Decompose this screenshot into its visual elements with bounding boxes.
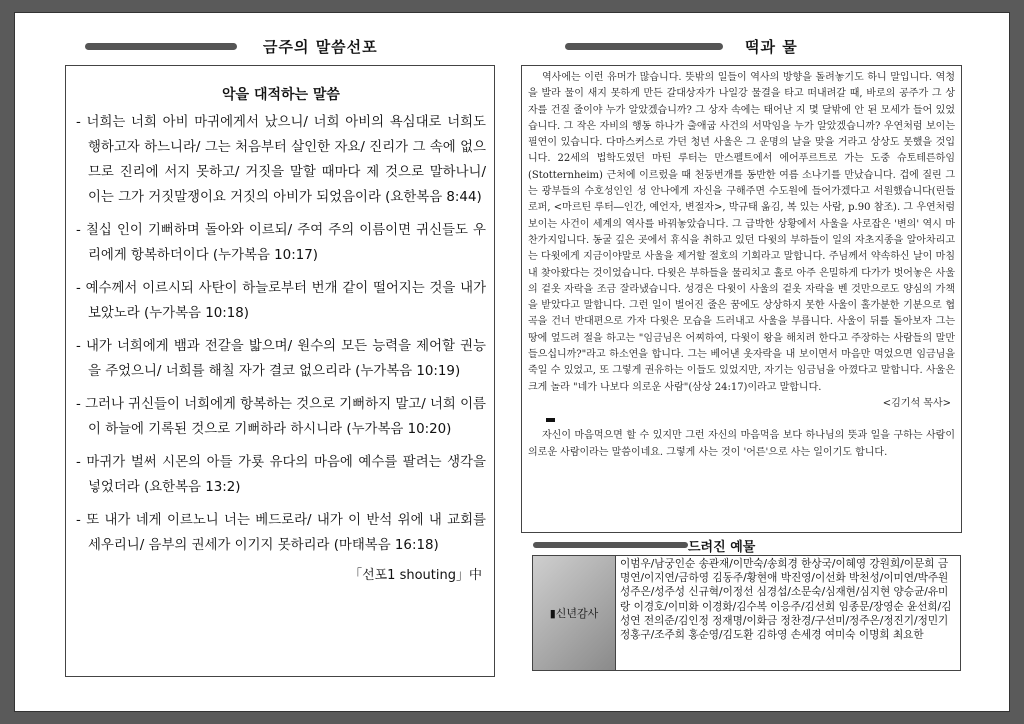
offering-names: 이범우/남궁인순 송관재/이만숙/송희경 한상국/이혜영 강원희/이문희 금명연/이지연/금하영 김동주/황현애 박진영/이선화 박천성/이미연/박주원 성주은/성주성 신규혁/이정선 심경섭/소문숙/심재현/심지현 양승균/유미랑 이경호/이미화 이경화/김수복 이응주/김선희 임종문/장영순 윤선희/김성연 전의준/김인정 정재명/이화금 정찬경/구선미/정주은/정진기/정민기 정홍구/조주희 홍순영/김도환 김하영 손세경 여미숙 이명희 최요한: [620, 558, 952, 642]
right-title-text: 떡과 물: [745, 37, 798, 56]
verse-item: - 내가 너희에게 뱀과 전갈을 밟으며/ 원수의 모든 능력을 제어할 권능을 주었으니/ 너희를 해칠 자가 결코 없으리라 (누가복음 10:19): [76, 339, 486, 379]
right-section-title: [565, 35, 798, 57]
essay-signature: <김기석 목사>: [882, 397, 951, 409]
title-bar: [565, 43, 723, 50]
essay-comment: 자신이 마음먹으면 할 수 있지만 그런 자신의 마음먹음 보다 하나님의 뜻과 일을 구하는 사람이 의로운 사람이라는 말씀이네요. 그렇게 사는 것이 '어른'으로 사는 일이기도 합니다.: [528, 430, 955, 458]
verse-item: - 칠십 인이 기뻐하며 돌아와 이르되/ 주여 주의 이름이면 귀신들도 우리에게 항복하더이다 (누가복음 10:17): [76, 223, 486, 263]
left-section-title: [85, 35, 378, 57]
verse-item: - 마귀가 벌써 시몬의 아들 가룟 유다의 마음에 예수를 팔려는 생각을 넣었더라 (요한복음 13:2): [76, 455, 486, 495]
verse-item: - 너희는 너희 아비 마귀에게서 났으니/ 너희 아비의 욕심대로 너희도 행하고자 하느니라/ 그는 처음부터 살인한 자요/ 진리가 그 속에 없으므로 진리에 서지 못하고/ 거짓을 말할 때마다 제 것으로 말하나니/ 이는 그가 거짓말쟁이요 거짓의 아비가 되었음이라 (요한복음 8:44): [76, 115, 486, 205]
essay-box: [521, 65, 962, 533]
divider-mark: [546, 418, 555, 422]
left-title-text: 금주의 말씀선포: [263, 37, 378, 56]
sermon-verses-box: [65, 65, 495, 677]
verse-item: - 또 내가 네게 이르노니 너는 베드로라/ 내가 이 반석 위에 내 교회를 세우리니/ 음부의 권세가 이기지 못하리라 (마태복음 16:18): [76, 513, 486, 553]
bulletin-page: [14, 12, 1010, 712]
sermon-heading: 악을 대적하는 말씀: [222, 87, 340, 103]
sermon-source: 「선포1 shouting」中: [349, 568, 482, 583]
offering-category-label: ▮신년감사: [533, 556, 616, 670]
offering-title: [533, 537, 755, 553]
title-bar: [533, 542, 688, 548]
offering-table: [532, 555, 961, 671]
title-bar: [85, 43, 237, 50]
offering-title-text: 드려진 예물: [688, 539, 756, 555]
verse-item: - 그러나 귀신들이 너희에게 항복하는 것으로 기뻐하지 말고/ 너희 이름이 하늘에 기록된 것으로 기뻐하라 하시니라 (누가복음 10:20): [76, 397, 486, 437]
essay-paragraph: 역사에는 이런 유머가 많습니다. 뜻밖의 일들이 역사의 방향을 돌려놓기도 하니 말입니다. 역청을 발라 물이 새지 못하게 만든 갈대상자가 나일강 물결을 타고 떠내려갈 때, 바로의 공주가 그 상자를 건질 줄이야 누가 알았겠습니까? 그 상자 속에는 태어난 지 몇 달밖에 안 된 모세가 들어 있었습니다. 그 작은 자비의 행동 하나가 출애굽 사건의 서막임을 누가 알았겠습니까? 우연처럼 보이는 필연이 있습니다. 다마스커스로 가던 청년 사울은 그 운명의 날을 맞을 거라고 상상도 못했을 것입니다. 22세의 법학도였던 마틴 루터는 만스펠트에서 에어푸르트로 가는 도중 슈토테른하임(Stotternheim) 근처에 이르렀을 때 천둥번개를 동반한 여름 소나기를 만났습니다. 겁에 질린 그는 광부들의 수호성인인 성 안나에게 자신을 구해주면 수도원에 들어가겠다고 서원했습니다(린들 로퍼, <마르틴 루터―인간, 예언자, 변절자>, 박규태 옮김, 복 있는 사람, p.90 참조). 그 우연처럼 보이는 사건이 세계의 역사를 바꿔놓았습니다. 그 급박한 상황에서 사울을 사로잡은 '변의' 역시 마찬가지입니다. 동굴 깊은 곳에서 휴식을 취하고 있던 다윗의 부하들이 일의 자초지종을 알아차리고는 다윗에게 지금이야말로 사울을 제거할 절호의 기회라고 말합니다. 주님께서 약속하신 날이 마침내 찾아왔다는 것이었습니다. 다윗은 부하들을 물리치고 홀로 아주 은밀하게 다가가 벗어놓은 사울의 겉옷 자락을 조금 잘라냈습니다. 성경은 다윗이 사울의 겉옷 자락을 벤 것만으로도 양심의 가책을 받았다고 말합니다. 그런 일이 벌어진 줄은 꿈에도 상상하지 못한 사울이 홀가분한 기분으로 협곡을 건너 반대편으로 가자 다윗은 모습을 드러내고 사울을 부릅니다. 사울이 뒤를 돌아보자 그는 땅에 엎드려 절을 하고는 "임금님은 어찌하여, 다윗이 왕을 해치려 한다고 주장하는 사람들의 말만 들으십니까?"라고 하소연을 합니다. 그는 베어낸 옷자락을 내 보이면서 마음만 먹었으면 임금님을 죽일 수 있었고, 또 그렇게 권유하는 이들도 있었지만, 자기는 임금님을 아꼈다고 말합니다. 사울은 크게 놀라 "네가 나보다 의로운 사람"(삼상 24:17)이라고 말합니다.: [528, 72, 955, 393]
verse-item: - 예수께서 이르시되 사탄이 하늘로부터 번개 같이 떨어지는 것을 내가 보았노라 (누가복음 10:18): [76, 281, 486, 321]
